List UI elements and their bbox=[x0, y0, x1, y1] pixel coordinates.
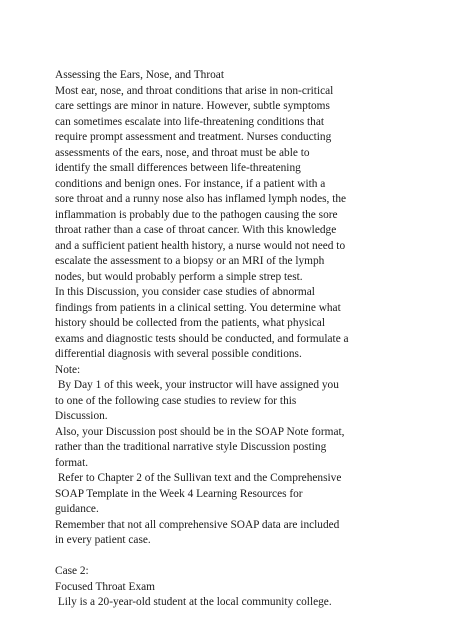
text-line: Discussion. bbox=[55, 410, 108, 422]
text-line: escalate the assessment to a biopsy or an MRI of the lymph bbox=[55, 255, 325, 267]
text-line: sore throat and a runny nose also has inflamed lymph nodes, the bbox=[55, 193, 347, 205]
text-line: format. bbox=[55, 456, 89, 469]
case-subheading: Focused Throat Exam bbox=[55, 580, 155, 593]
text-line: nodes, but would probably perform a simple strep test. bbox=[55, 270, 303, 283]
text-line: Also, your Discussion post should be in the SOAP Note format, bbox=[55, 425, 345, 438]
text-line: to one of the following case studies to review for this bbox=[55, 394, 297, 407]
text-line: Refer to Chapter 2 of the Sullivan text and the Comprehensive bbox=[55, 472, 342, 484]
text-line: guidance. bbox=[55, 503, 99, 515]
text-line: differential diagnosis with several possible conditions. bbox=[55, 348, 302, 360]
case-heading: Case 2: bbox=[55, 565, 89, 577]
text-line: throat rather than a case of throat cancer. With this knowledge bbox=[55, 224, 337, 236]
text-line: rather than the traditional narrative style Discussion posting bbox=[55, 441, 327, 453]
text-line: in every patient case. bbox=[55, 534, 151, 546]
text-line: In this Discussion, you consider case studies of abnormal bbox=[55, 286, 315, 298]
text-line: can sometimes escalate into life-threatening conditions that bbox=[55, 115, 325, 128]
text-line: Most ear, nose, and throat conditions that arise in non-critical bbox=[55, 84, 334, 97]
text-line: conditions and benign ones. For instance, if a patient with a bbox=[55, 177, 326, 190]
text-line: findings from patients in a clinical setting. You determine what bbox=[55, 301, 341, 314]
blank-line bbox=[55, 549, 400, 565]
document-page bbox=[55, 68, 400, 611]
note-heading: Note: bbox=[55, 363, 81, 376]
text-line: By Day 1 of this week, your instructor will have assigned you bbox=[55, 379, 339, 391]
text-line: SOAP Template in the Week 4 Learning Resources for bbox=[55, 487, 303, 500]
text-line: assessments of the ears, nose, and throat must be able to bbox=[55, 146, 310, 159]
text-line: require prompt assessment and treatment. Nurses conducting bbox=[55, 131, 332, 143]
text-line: and a sufficient patient health history, a nurse would not need to bbox=[55, 239, 346, 252]
text-line: identify the small differences between life-threatening bbox=[55, 162, 301, 174]
text-line: care settings are minor in nature. However, subtle symptoms bbox=[55, 100, 330, 112]
document-title: Assessing the Ears, Nose, and Throat bbox=[55, 69, 224, 81]
text-line: Lily is a 20-year-old student at the local community college. bbox=[55, 596, 332, 608]
text-line: inflammation is probably due to the pathogen causing the sore bbox=[55, 208, 338, 221]
text-line: exams and diagnostic tests should be conducted, and formulate a bbox=[55, 332, 349, 345]
text-line: Remember that not all comprehensive SOAP data are included bbox=[55, 518, 340, 531]
text-line: history should be collected from the patients, what physical bbox=[55, 317, 325, 329]
